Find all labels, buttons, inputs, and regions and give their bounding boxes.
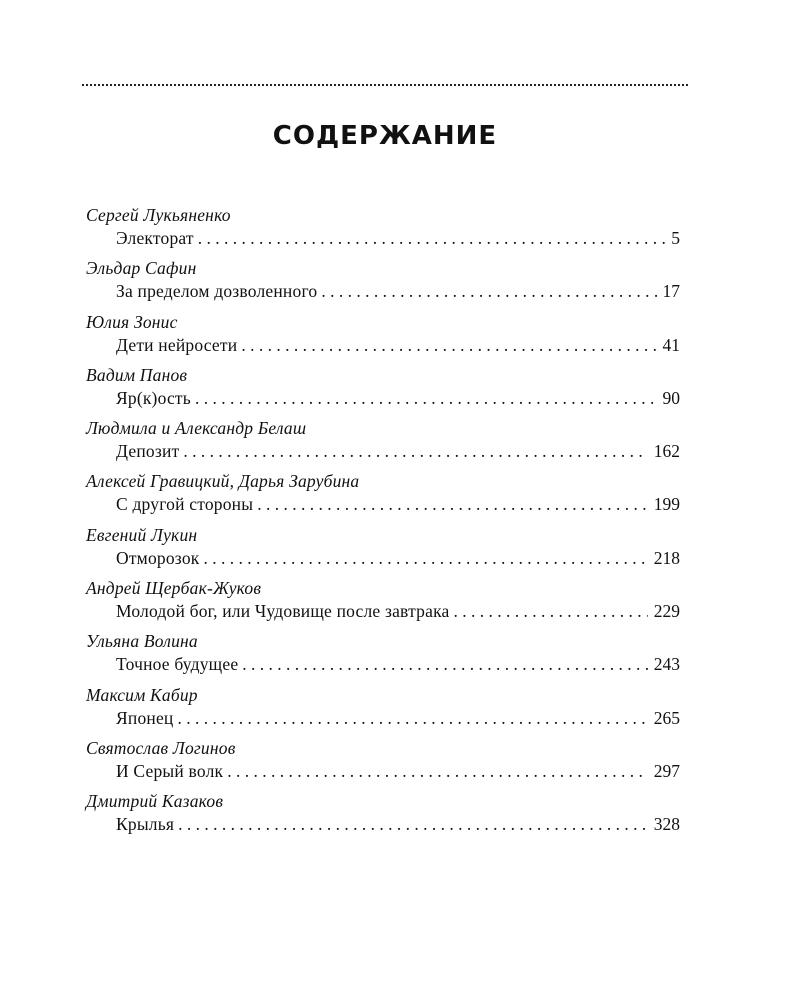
toc-line <box>86 333 680 357</box>
dot-leader <box>183 439 647 463</box>
toc-work-title: Крылья <box>116 814 175 835</box>
toc-page-number: 90 <box>662 387 680 408</box>
toc-entry[interactable] <box>86 364 680 417</box>
toc-line <box>86 599 680 623</box>
dot-leader <box>257 492 648 516</box>
toc-page-number: 162 <box>653 441 680 462</box>
dotted-divider <box>82 84 688 86</box>
toc-work-title: Точное будущее <box>116 654 239 675</box>
toc-work-title: За пределом дозволенного <box>116 281 318 302</box>
dot-leader <box>203 546 647 570</box>
dot-leader <box>453 599 647 623</box>
toc-entry[interactable] <box>86 257 680 310</box>
toc-page-number: 5 <box>671 228 680 248</box>
toc-author: Людмила и Александр Белаш <box>86 418 307 439</box>
toc-page-number: 229 <box>653 601 680 622</box>
toc-page-number: 41 <box>662 334 680 355</box>
dot-leader <box>242 652 647 676</box>
toc-work-title: Депозит <box>116 441 180 462</box>
toc-author: Вадим Панов <box>86 364 188 385</box>
toc-author: Ульяна Волина <box>86 631 198 652</box>
toc-author: Сергей Лукьяненко <box>86 205 231 225</box>
toc-line <box>86 439 680 463</box>
toc-work-title: Молодой бог, или Чудовище после завтрака <box>116 601 450 622</box>
dot-leader <box>227 759 648 783</box>
toc-work-title: И Серый волк <box>116 760 224 781</box>
toc-work-title: С другой стороны <box>116 494 254 515</box>
toc-entry[interactable] <box>86 311 680 364</box>
toc-author: Андрей Щербак-Жуков <box>86 578 262 599</box>
dot-leader <box>241 333 656 357</box>
toc-entry[interactable] <box>86 630 680 683</box>
toc-author: Эльдар Сафин <box>86 258 197 279</box>
toc-page-number: 297 <box>653 760 680 781</box>
page-title: СОДЕРЖАНИЕ <box>272 121 498 152</box>
toc-page-number: 265 <box>653 707 680 728</box>
toc-author: Алексей Гравицкий, Дарья Зарубина <box>86 471 360 492</box>
toc-line <box>86 492 680 516</box>
toc-entry[interactable] <box>86 790 680 843</box>
toc-entry[interactable] <box>86 524 680 577</box>
toc-author: Юлия Зонис <box>86 311 178 332</box>
dot-leader <box>178 706 648 730</box>
toc-entry[interactable] <box>86 684 680 737</box>
toc-page-number: 328 <box>653 814 680 835</box>
toc-work-title: Электорат <box>116 228 194 248</box>
toc-line <box>86 279 680 303</box>
toc-line <box>86 812 680 836</box>
toc-line <box>86 546 680 570</box>
dot-leader <box>178 812 648 836</box>
toc-work-title: Яр(к)ость <box>116 387 191 408</box>
toc-entry[interactable] <box>86 417 680 470</box>
dot-leader <box>198 226 665 250</box>
toc-line <box>86 386 680 410</box>
toc-line <box>86 652 680 676</box>
toc-page-number: 218 <box>653 547 680 568</box>
toc-entry[interactable] <box>86 204 680 257</box>
toc-entry[interactable] <box>86 470 680 523</box>
toc-work-title: Отморозок <box>116 547 200 568</box>
toc-page-number: 199 <box>653 494 680 515</box>
toc-page-number: 17 <box>662 281 680 302</box>
toc-author: Святослав Логинов <box>86 737 236 758</box>
dot-leader <box>321 279 656 303</box>
toc-entry[interactable] <box>86 577 680 630</box>
toc-line <box>86 226 680 250</box>
toc-work-title: Японец <box>116 707 174 728</box>
table-of-contents <box>86 204 680 844</box>
dot-leader <box>195 386 657 410</box>
toc-page-number: 243 <box>653 654 680 675</box>
toc-author: Максим Кабир <box>86 684 198 705</box>
toc-work-title: Дети нейросети <box>116 334 238 355</box>
toc-entry[interactable] <box>86 737 680 790</box>
toc-line <box>86 706 680 730</box>
toc-author: Евгений Лукин <box>86 524 198 545</box>
toc-author: Дмитрий Казаков <box>86 791 224 812</box>
toc-line <box>86 759 680 783</box>
